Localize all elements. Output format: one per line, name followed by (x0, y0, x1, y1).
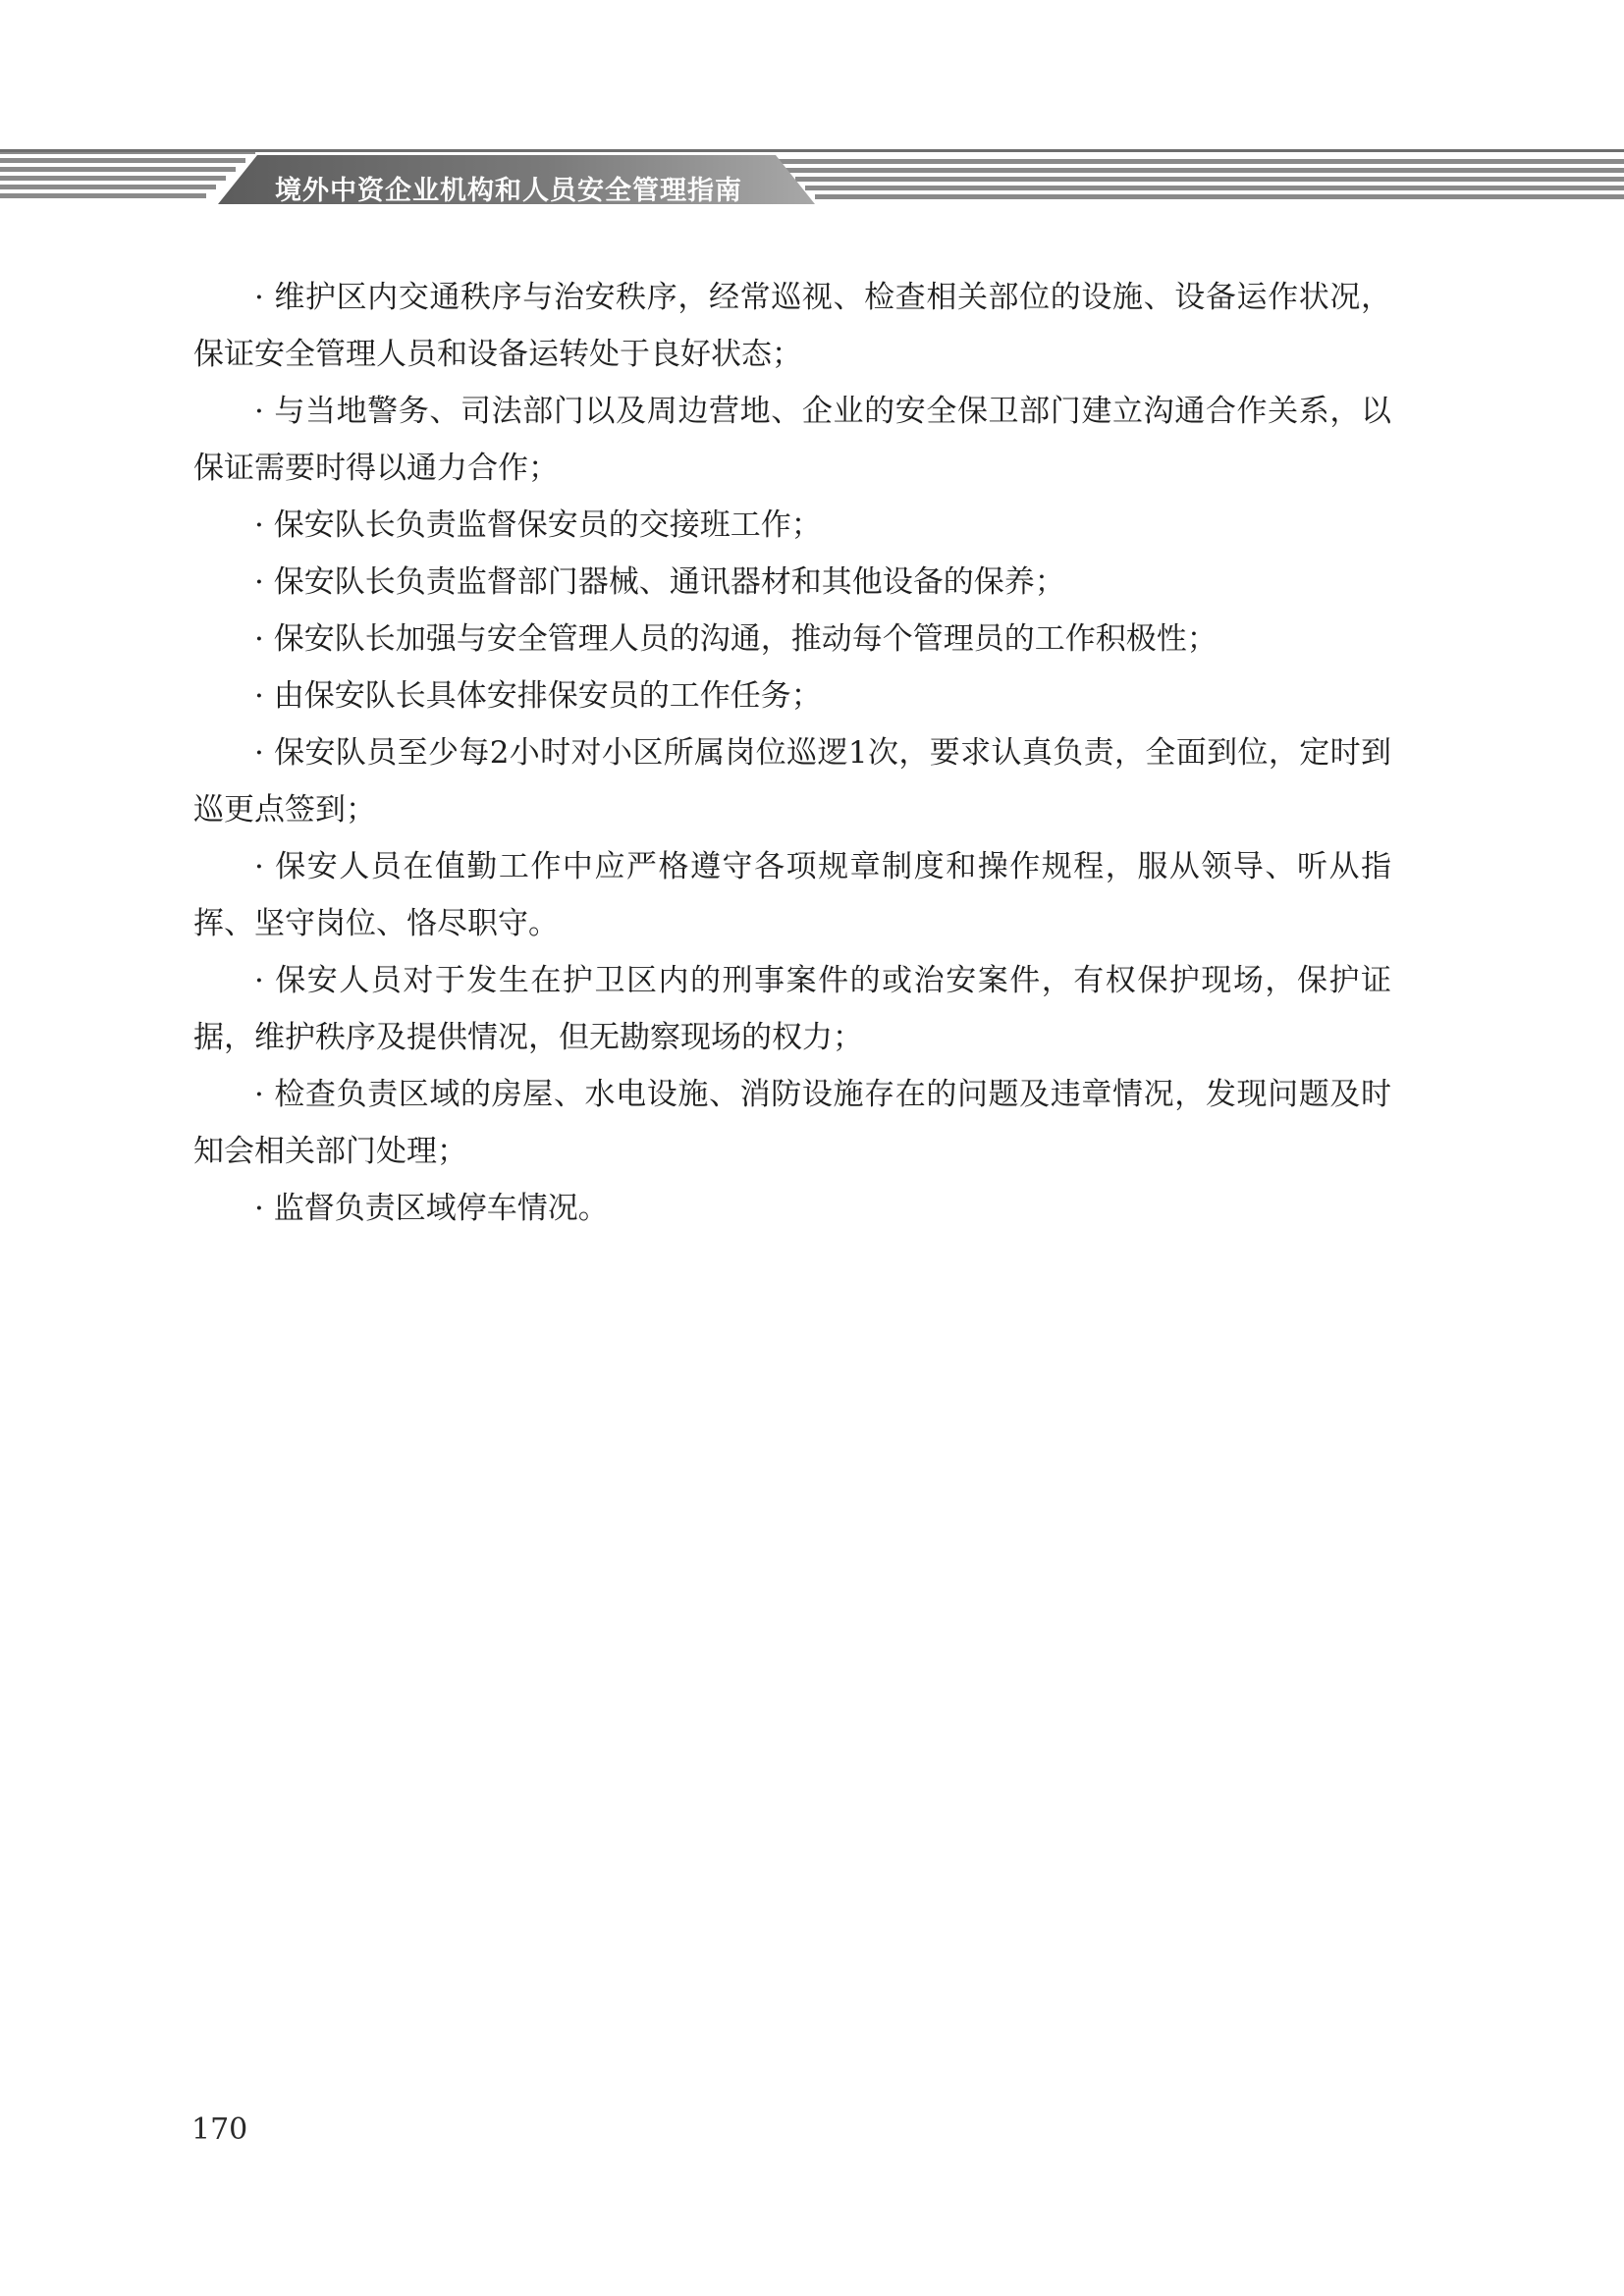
body-text (193, 269, 1391, 1237)
bullet-paragraph: · 监督负责区域停车情况。 (254, 1191, 609, 1226)
bullet-paragraph: · 保安人员对于发生在护卫区内的刑事案件的或治安案件，有权保护现场，保护证据，维护秩序及提供情况，但无勘察现场的权力； (193, 963, 1391, 1055)
bullet-paragraph: · 由保安队长具体安排保安员的工作任务； (254, 678, 822, 714)
page-number: 170 (191, 2112, 248, 2147)
bullet-paragraph: · 保安队员至少每2小时对小区所属岗位巡逻1次，要求认真负责，全面到位，定时到巡更点签到； (193, 735, 1391, 828)
bullet-paragraph: · 检查负责区域的房屋、水电设施、消防设施存在的问题及违章情况，发现问题及时知会相关部门处理； (193, 1077, 1391, 1169)
bullet-paragraph: · 与当地警务、司法部门以及周边营地、企业的安全保卫部门建立沟通合作关系，以保证需要时得以通力合作； (193, 394, 1391, 486)
bullet-paragraph: · 保安队长负责监督保安员的交接班工作； (254, 507, 822, 543)
page-header-banner (0, 147, 1624, 216)
bullet-paragraph: · 保安人员在值勤工作中应严格遵守各项规章制度和操作规程，服从领导、听从指挥、坚守岗位、恪尽职守。 (193, 849, 1391, 941)
header-stripes-graphic (0, 147, 1624, 216)
bullet-paragraph: · 保安队长负责监督部门器械、通讯器材和其他设备的保养； (254, 564, 1065, 600)
bullet-paragraph: · 维护区内交通秩序与治安秩序，经常巡视、检查相关部位的设施、设备运作状况，保证安全管理人员和设备运转处于良好状态； (193, 280, 1391, 372)
bullet-paragraph: · 保安队长加强与安全管理人员的沟通，推动每个管理员的工作积极性； (254, 621, 1218, 657)
running-header-title: 境外中资企业机构和人员安全管理指南 (275, 176, 742, 206)
